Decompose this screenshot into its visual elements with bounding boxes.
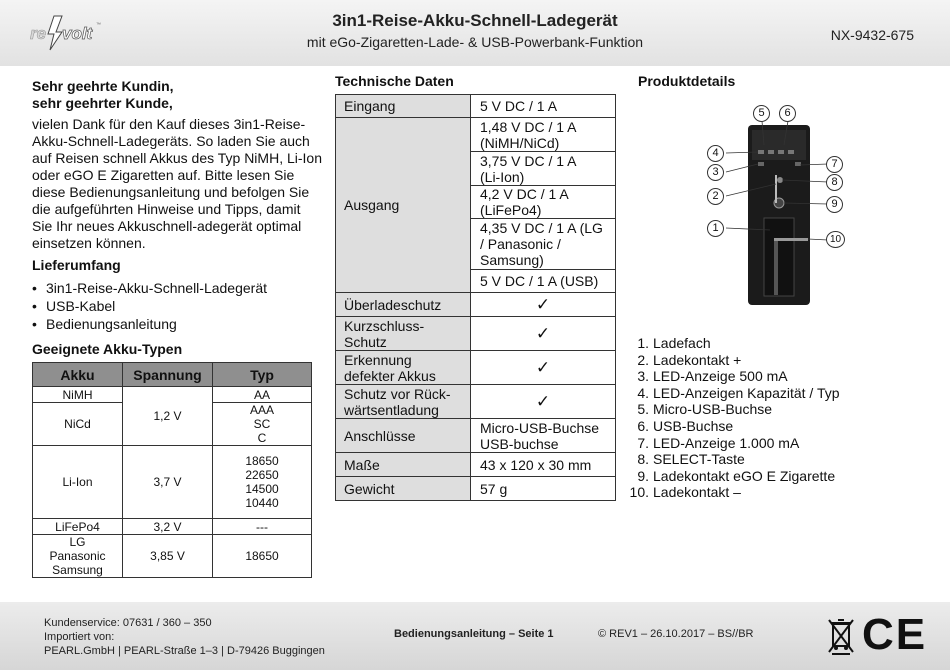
page-subtitle: mit eGo-Zigaretten-Lade- & USB-Powerbank-Funktion [306,34,644,50]
table-row [336,293,616,317]
list-label: LED-Anzeige 500 mA [653,368,788,385]
column-header: Spannung [123,363,213,387]
list-number: 2. [637,351,649,368]
list-label: Ladefach [653,335,711,351]
page-header [0,0,950,66]
table-label-cell: Überladeschutz [336,293,471,317]
list-number: 7. [637,434,649,451]
table-row [33,387,312,403]
table-cell: 18650 22650 14500 10440 [213,446,312,519]
slider-rail [774,240,778,295]
list-item [628,368,840,385]
list-item: • USB-Kabel [32,297,322,315]
list-item [628,352,840,369]
list-item [628,435,840,452]
table-cell: NiCd [33,403,123,446]
tech-data-table [335,94,616,501]
callout-number: 5 [753,105,770,122]
ce-mark-text: CE [862,610,928,659]
led-indicator [778,150,784,154]
product-details-list [628,335,840,501]
table-cell: 1,2 V [123,387,213,446]
callout-number: 10 [826,231,845,248]
table-row [336,419,616,453]
table-row [33,535,312,578]
list-label: Ladekontakt – [653,484,741,501]
table-label-cell: Schutz vor Rück- wärtsentladung [336,385,471,419]
service-phone: Kundenservice: 07631 / 360 – 350 [44,617,212,629]
device-diagram [700,100,860,310]
table-cell: 5 V DC / 1 A (USB) [471,270,616,293]
list-item: • 3in1-Reise-Akku-Schnell-Ladegerät [32,279,322,297]
list-item [628,335,840,352]
customer-service-info [44,616,325,658]
akku-types-table [32,362,312,578]
svg-text:™: ™ [96,22,101,28]
lieferumfang-heading: Lieferumfang [32,257,121,273]
product-details-heading: Produktdetails [638,73,736,89]
table-cell: 4,2 V DC / 1 A (LiFePo4) [471,186,616,219]
table-cell: 3,85 V [123,535,213,578]
table-label-cell: Gewicht [336,477,471,501]
table-cell: 4,35 V DC / 1 A (LG / Panasonic / Samsung) [471,219,616,270]
table-row [33,519,312,535]
ce-mark-icon [862,610,928,659]
tech-data-heading: Technische Daten [335,73,454,89]
column-header: Akku [33,363,123,387]
table-cell: Li-Ion [33,446,123,519]
table-row [336,95,616,118]
intro-text: vielen Dank für den Kauf dieses 3in1-Reise-Akku-Schnell-Ladegeräts. So laden Sie auch auf Reisen schnell Akkus des Typ NiMH, Li-Ion oder eGO E Zigaretten auf. Bitte lesen Sie diese Bedienungsanleitung und befolgen Sie die aufgeführten Hinweise und Tipps, damit Sie Ihr neues Akkuschnell-adegerät optimal einsetzen können. [32,116,322,251]
table-cell: 18650 [213,535,312,578]
table-row [336,317,616,351]
list-item [628,401,840,418]
callout-number: 7 [826,156,843,173]
table-row [336,351,616,385]
page-title: 3in1-Reise-Akku-Schnell-Ladegerät [332,11,618,30]
table-label-cell: Kurzschluss- Schutz [336,317,471,351]
callout-number: 3 [707,164,724,181]
list-number: 9. [637,467,649,484]
callout-number: 8 [826,174,843,191]
table-cell: 3,2 V [123,519,213,535]
weee-bin-icon [826,616,856,656]
table-cell: NiMH [33,387,123,403]
table-cell: AAA SC C [213,403,312,446]
article-number: NX-9432-675 [830,27,914,43]
table-label-cell: Ausgang [336,118,471,293]
list-number: 6. [637,417,649,434]
list-number: 4. [637,384,649,401]
list-label: Ladekontakt + [653,351,742,368]
akku-types-heading: Geeignete Akku-Typen [32,341,183,357]
table-cell: 43 x 120 x 30 mm [471,453,616,477]
check-mark-icon: ✓ [471,317,616,351]
minus-contact [774,238,808,241]
plus-contact [775,175,777,203]
page-footer [0,602,950,670]
callout-number: 2 [707,188,724,205]
table-row [336,385,616,419]
column-header: Typ [213,363,312,387]
led-indicator [788,150,794,154]
callout-number: 9 [826,196,843,213]
list-item [628,484,840,501]
led-indicator [758,150,764,154]
check-mark-icon: ✓ [471,385,616,419]
greeting [32,78,322,112]
table-label-cell: Anschlüsse [336,419,471,453]
check-mark-icon: ✓ [471,293,616,317]
list-item [628,451,840,468]
list-number: 3. [637,368,649,385]
table-cell: 3,7 V [123,446,213,519]
table-cell: --- [213,519,312,535]
greeting-line-2: sehr geehrter Kunde, [32,95,173,111]
list-item [628,418,840,435]
page-label: Bedienungsanleitung – Seite 1 [394,628,554,640]
list-item: • Bedienungsanleitung [32,315,322,333]
table-cell: LiFePo4 [33,519,123,535]
list-number: 1. [637,335,649,351]
table-row [33,446,312,519]
table-cell: 5 V DC / 1 A [471,95,616,118]
lieferumfang-list [32,279,322,333]
importer-label: Importiert von: [44,631,115,643]
list-number: 10. [629,484,649,501]
list-label: Micro-USB-Buchse [653,401,773,418]
table-label-cell: Eingang [336,95,471,118]
table-header-row [33,363,312,387]
list-label: USB-Buchse [653,417,734,434]
list-item [628,468,840,485]
table-cell: 1,48 V DC / 1 A (NiMH/NiCd) [471,118,616,152]
table-cell: AA [213,387,312,403]
callout-number: 1 [707,220,724,237]
led-indicator [758,162,764,166]
list-number: 5. [637,401,649,418]
revision-info: © REV1 – 26.10.2017 – BS//BR [598,628,754,640]
check-mark-icon: ✓ [471,351,616,385]
list-label: LED-Anzeige 1.000 mA [653,434,800,451]
table-cell: LG Panasonic Samsung [33,535,123,578]
table-label-cell: Erkennung defekter Akkus [336,351,471,385]
list-label: LED-Anzeigen Kapazität / Typ [653,384,840,401]
table-row [336,118,616,152]
list-label: Ladekontakt eGO E Zigarette [653,467,836,484]
greeting-line-1: Sehr geehrte Kundin, [32,78,174,94]
table-cell: Micro-USB-Buchse USB-buchse [471,419,616,453]
led-indicator [768,150,774,154]
table-cell: 3,75 V DC / 1 A (Li-Ion) [471,152,616,186]
svg-text:volt: volt [62,24,93,43]
led-indicator [795,162,801,166]
table-row [336,453,616,477]
importer-address: PEARL.GmbH | PEARL-Straße 1–3 | D-79426 Buggingen [44,645,325,657]
list-item [628,385,840,402]
callout-number: 4 [707,145,724,162]
table-row [336,477,616,501]
list-label: SELECT-Taste [653,451,745,468]
list-number: 8. [637,451,649,468]
charger-illustration [700,100,860,310]
callout-number: 6 [779,105,796,122]
table-label-cell: Maße [336,453,471,477]
charger-top-panel [752,130,806,160]
svg-text:re: re [30,24,47,43]
table-cell: 57 g [471,477,616,501]
